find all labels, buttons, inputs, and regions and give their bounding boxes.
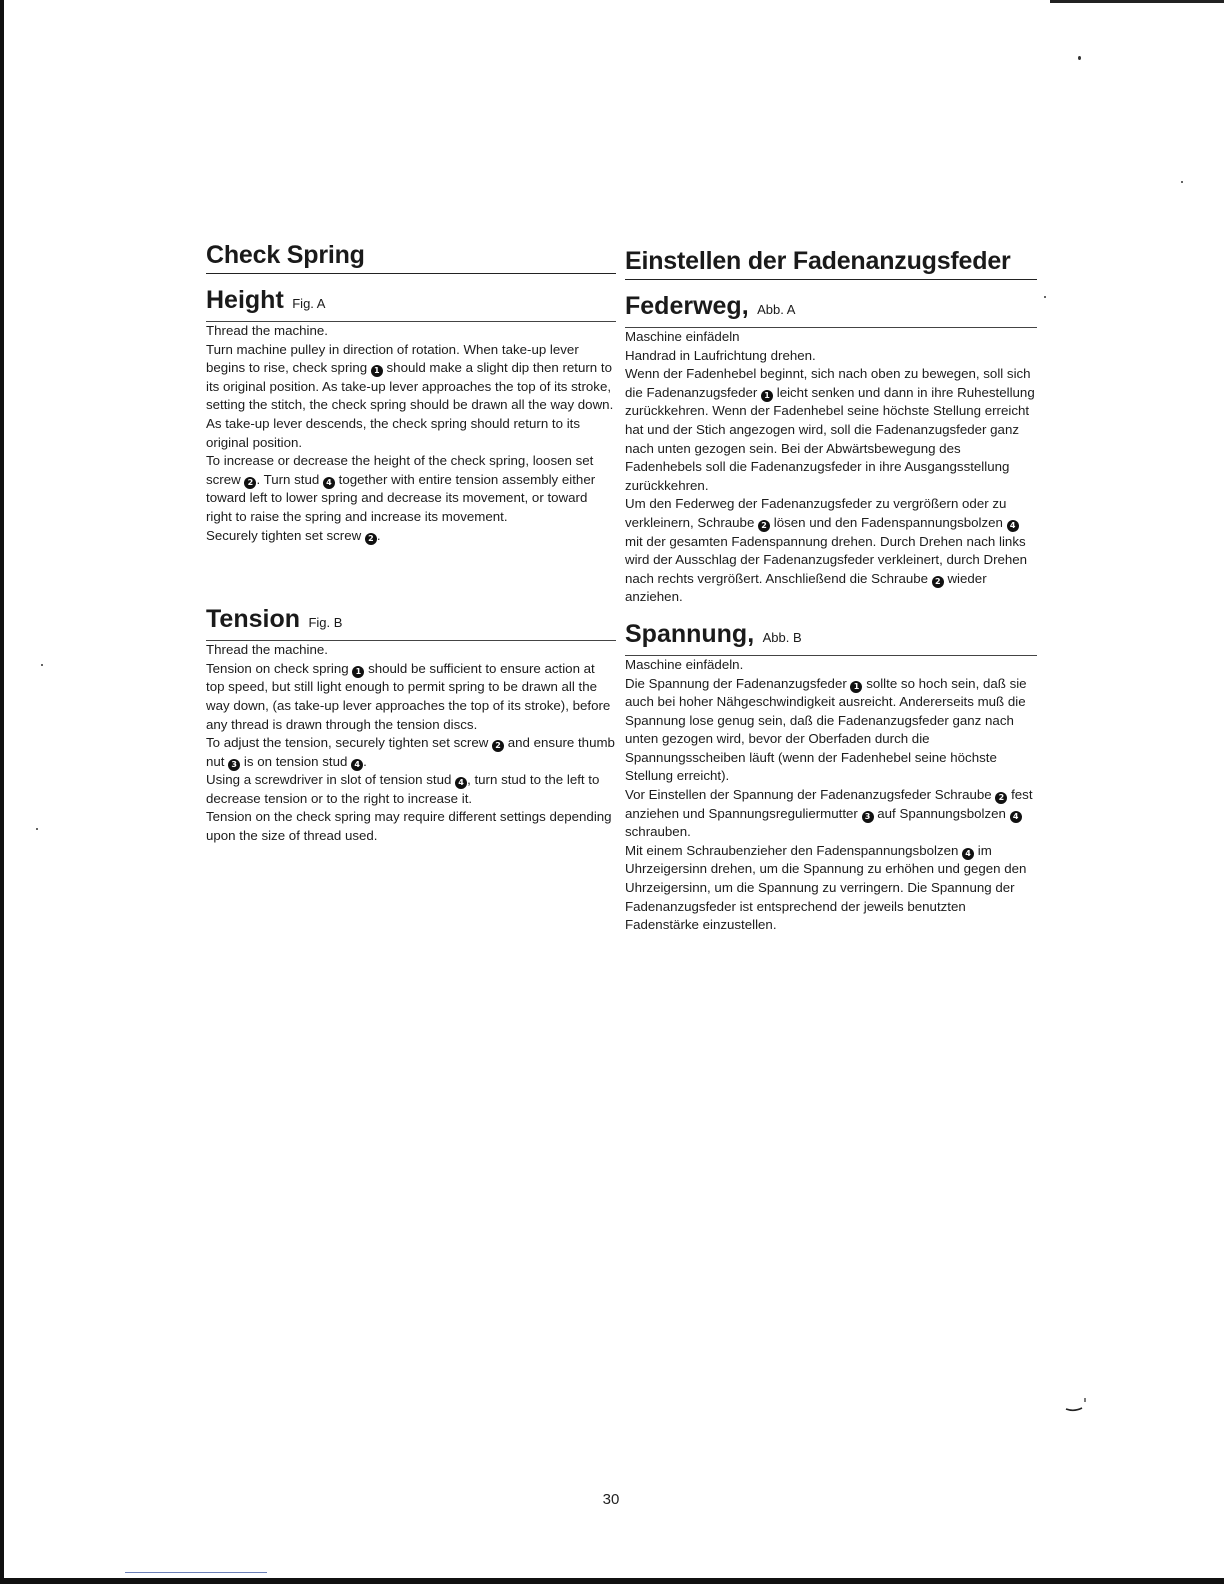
federweg-fig-ref: Abb. A: [757, 302, 796, 317]
federweg-para-1: Maschine einfädeln: [625, 329, 740, 344]
marker-4-icon: 4: [351, 759, 363, 771]
federweg-para-3: Wenn der Fadenhebel beginnt, sich nach oben zu bewegen, soll sich die Fadenanzugsfeder 1 leicht senken und dann in ihre Ruhestellung zurückkehren. Wenn der Fadenhebel seine höchste Stellung erreicht hat und der Stich angezogen wird, soll die Fadenanzugsfeder ganz nach unten gezogen sein. Bei der Abwärtsbewegung des Fadenhebels soll die Fadenanzugsfeder in ihre Ausgangsstellung zurückkehren.: [625, 366, 1035, 493]
tension-para-4: Using a screwdriver in slot of tension stud 4 , turn stud to the left to decrease tension or to the right to increase it.: [206, 772, 600, 806]
federweg-para-4: Um den Federweg der Fadenanzugsfeder zu vergrößern oder zu verkleinern, Schraube 2 lösen und den Fadenspannungsbolzen 4 mit der gesamten Fadenspannung drehen. Durch Drehen nach links wird der Ausschlag der Fadenanzugsfeder verkleinert, durch Drehen nach rechts vergrößert. Anschließend die Schraube 2 wieder anziehen.: [625, 496, 1028, 605]
section-title-fadenanzugsfeder: Einstellen der Fadenanzugsfeder: [625, 246, 1037, 280]
marker-4-icon: 4: [323, 477, 335, 489]
scan-corner-mark-icon: [1064, 1396, 1088, 1414]
scan-top-border: [1050, 0, 1224, 3]
marker-3-icon: 3: [228, 759, 240, 771]
subheading-spannung: [625, 619, 1037, 656]
marker-2-icon: 2: [365, 533, 377, 545]
tension-para-5: Tension on the check spring may require different settings depending upon the size of thread used.: [206, 809, 612, 844]
marker-1-icon: 1: [371, 365, 383, 377]
tension-para-3: To adjust the tension, securely tighten set screw 2 and ensure thumb nut 3 is on tension stud 4 .: [206, 735, 615, 769]
german-column: [625, 246, 1037, 935]
marker-1-icon: 1: [352, 666, 364, 678]
marker-2-icon: 2: [492, 740, 504, 752]
spannung-fig-ref: Abb. B: [762, 629, 802, 645]
tension-para-2: Tension on check spring 1 should be sufficient to ensure action at top speed, but still light enough to permit spring to be drawn all the way down, (as take-up lever approaches the top of its stroke), before any thread is drawn through the tension discs.: [206, 660, 611, 732]
section-title-check-spring: Check Spring: [206, 240, 616, 274]
height-para-2: Turn machine pulley in direction of rotation. When take-up lever begins to rise, check spring 1 should make a slight dip then return to its original position. As take-up lever approaches the top of its stroke, setting the stitch, the check spring should be drawn all the way down.: [206, 341, 614, 413]
english-column: [206, 240, 616, 846]
spannung-para-2: Die Spannung der Fadenanzugsfeder 1 sollte so hoch sein, daß sie auch bei hoher Nähgeschwindigkeit ausreicht. Andererseits muß die Spannung lose genug sein, daß die Fadenanzugsfeder ganz nach unten gezogen wird, bevor der Oberfaden durch die Spannungsscheiben läuft (wenn der Fadenhebel seine höchste Stellung erreicht).: [625, 675, 1027, 784]
spannung-heading: Spannung,: [625, 619, 755, 648]
spannung-para-4: Mit einem Schraubenzieher den Fadenspannungsbolzen 4 im Uhrzeigersinn drehen, um die Spannung zu erhöhen und gegen den Uhrzeigersinn, um die Spannung zu verringern. Die Spannung der Fadenanzugsfeder ist entsprechend der jeweils benutzten Fadenstärke einzustellen.: [625, 842, 1027, 933]
marker-1-icon: 1: [850, 681, 862, 693]
marker-4-icon: 4: [962, 848, 974, 860]
marker-2-icon: 2: [244, 477, 256, 489]
scan-speck: [36, 828, 38, 830]
scan-speck: [1078, 56, 1081, 60]
height-para-4: To increase or decrease the height of the check spring, loosen set screw 2 . Turn stud 4 together with entire tension assembly either toward left to lower spring and decrease its movement, or toward right to raise the spring and increase its movement.: [206, 453, 596, 524]
height-para-1: Thread the machine.: [206, 323, 328, 338]
height-fig-ref: Fig. A: [292, 296, 326, 311]
tension-fig-ref: Fig. B: [308, 615, 343, 631]
subheading-tension: [206, 604, 616, 641]
marker-2-icon: 2: [995, 792, 1007, 804]
scan-bottom-line: [125, 1572, 267, 1573]
marker-3-icon: 3: [862, 811, 874, 823]
marker-2-icon: 2: [758, 520, 770, 532]
subheading-federweg: [625, 291, 1037, 328]
subheading-height: [206, 285, 616, 322]
tension-para-1: Thread the machine.: [206, 642, 328, 658]
federweg-heading: Federweg,: [625, 292, 749, 320]
marker-4-icon: 4: [1007, 520, 1019, 532]
height-heading: Height: [206, 286, 284, 314]
scan-left-border: [0, 0, 4, 1584]
height-para-5: Securely tighten set screw 2 .: [206, 527, 381, 543]
tension-heading: Tension: [206, 605, 300, 634]
marker-1-icon: 1: [761, 390, 773, 402]
federweg-para-2: Handrad in Laufrichtung drehen.: [625, 347, 816, 363]
spannung-para-1: Maschine einfädeln.: [625, 656, 744, 672]
height-para-3: As take-up lever descends, the check spring should return to its original position.: [206, 415, 580, 450]
spannung-para-3: Vor Einstellen der Spannung der Fadenanzugsfeder Schraube 2 fest anziehen und Spannungsreguliermutter 3 auf Spannungsbolzen 4 schrauben.: [625, 787, 1033, 840]
scan-speck: [1181, 181, 1183, 183]
marker-4-icon: 4: [455, 777, 467, 789]
scan-speck: [1044, 296, 1046, 298]
scan-speck: [41, 664, 43, 666]
marker-2-icon: 2: [932, 576, 944, 588]
scan-bottom-border: [0, 1578, 1224, 1584]
marker-4-icon: 4: [1010, 811, 1022, 823]
page-number: 30: [602, 1491, 620, 1508]
